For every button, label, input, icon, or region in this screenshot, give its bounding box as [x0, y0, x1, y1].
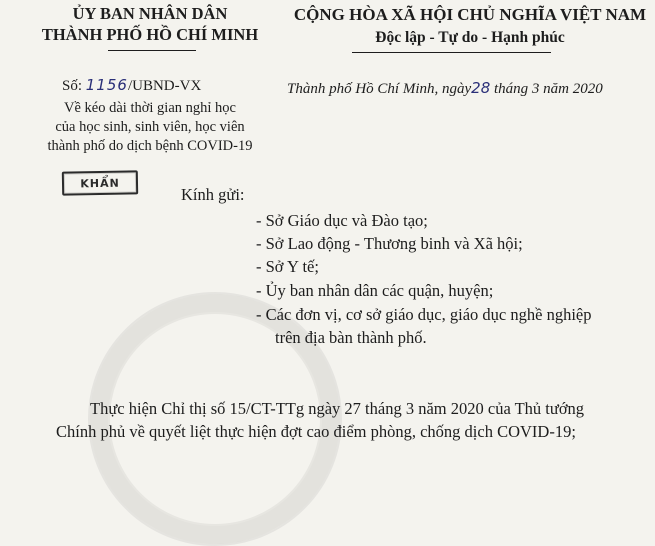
date-prefix: Thành phố Hồ Chí Minh, ngày — [287, 81, 472, 97]
national-title: CỘNG HÒA XÃ HỘI CHỦ NGHĨA VIỆT NAM — [293, 5, 647, 24]
recipient-item: - Ủy ban nhân dân các quận, huyện; — [256, 281, 494, 300]
document-date — [287, 79, 603, 98]
issuing-org-line1: ỦY BAN NHÂN DÂN — [72, 4, 228, 23]
national-motto: Độc lập - Tự do - Hạnh phúc — [375, 29, 565, 46]
recipient-continuation: trên địa bàn thành phố. — [275, 328, 427, 347]
date-day-handwritten: 28 — [471, 79, 491, 97]
body-line2: Chính phủ về quyết liệt thực hiện đợt cao điểm phòng, chống dịch COVID-19; — [56, 422, 576, 441]
recipient-item: - Sở Y tế; — [256, 257, 319, 276]
org-underline — [108, 50, 196, 51]
document-number — [62, 76, 201, 95]
recipient-item: - Sở Giáo dục và Đào tạo; — [256, 211, 428, 230]
recipient-item: - Các đơn vị, cơ sở giáo dục, giáo dục nghề nghiệp — [256, 305, 592, 324]
greeting: Kính gửi: — [181, 185, 245, 204]
motto-underline — [352, 52, 551, 53]
subject-line1: Về kéo dài thời gian nghỉ học — [64, 100, 236, 116]
recipient-item: - Sở Lao động - Thương binh và Xã hội; — [256, 234, 523, 253]
urgent-stamp: KHẨN — [62, 170, 138, 195]
subject-line3: thành phố do dịch bệnh COVID-19 — [47, 138, 253, 154]
number-suffix: /UBND-VX — [127, 78, 202, 94]
body-line1: Thực hiện Chỉ thị số 15/CT-TTg ngày 27 tháng 3 năm 2020 của Thủ tướng — [90, 399, 585, 418]
issuing-org-line2: THÀNH PHỐ HỒ CHÍ MINH — [41, 25, 259, 44]
subject-line2: của học sinh, sinh viên, học viên — [55, 119, 245, 135]
date-suffix: tháng 3 năm 2020 — [490, 81, 603, 97]
number-prefix: Số: — [62, 78, 86, 94]
number-handwritten: 1156 — [85, 76, 128, 94]
